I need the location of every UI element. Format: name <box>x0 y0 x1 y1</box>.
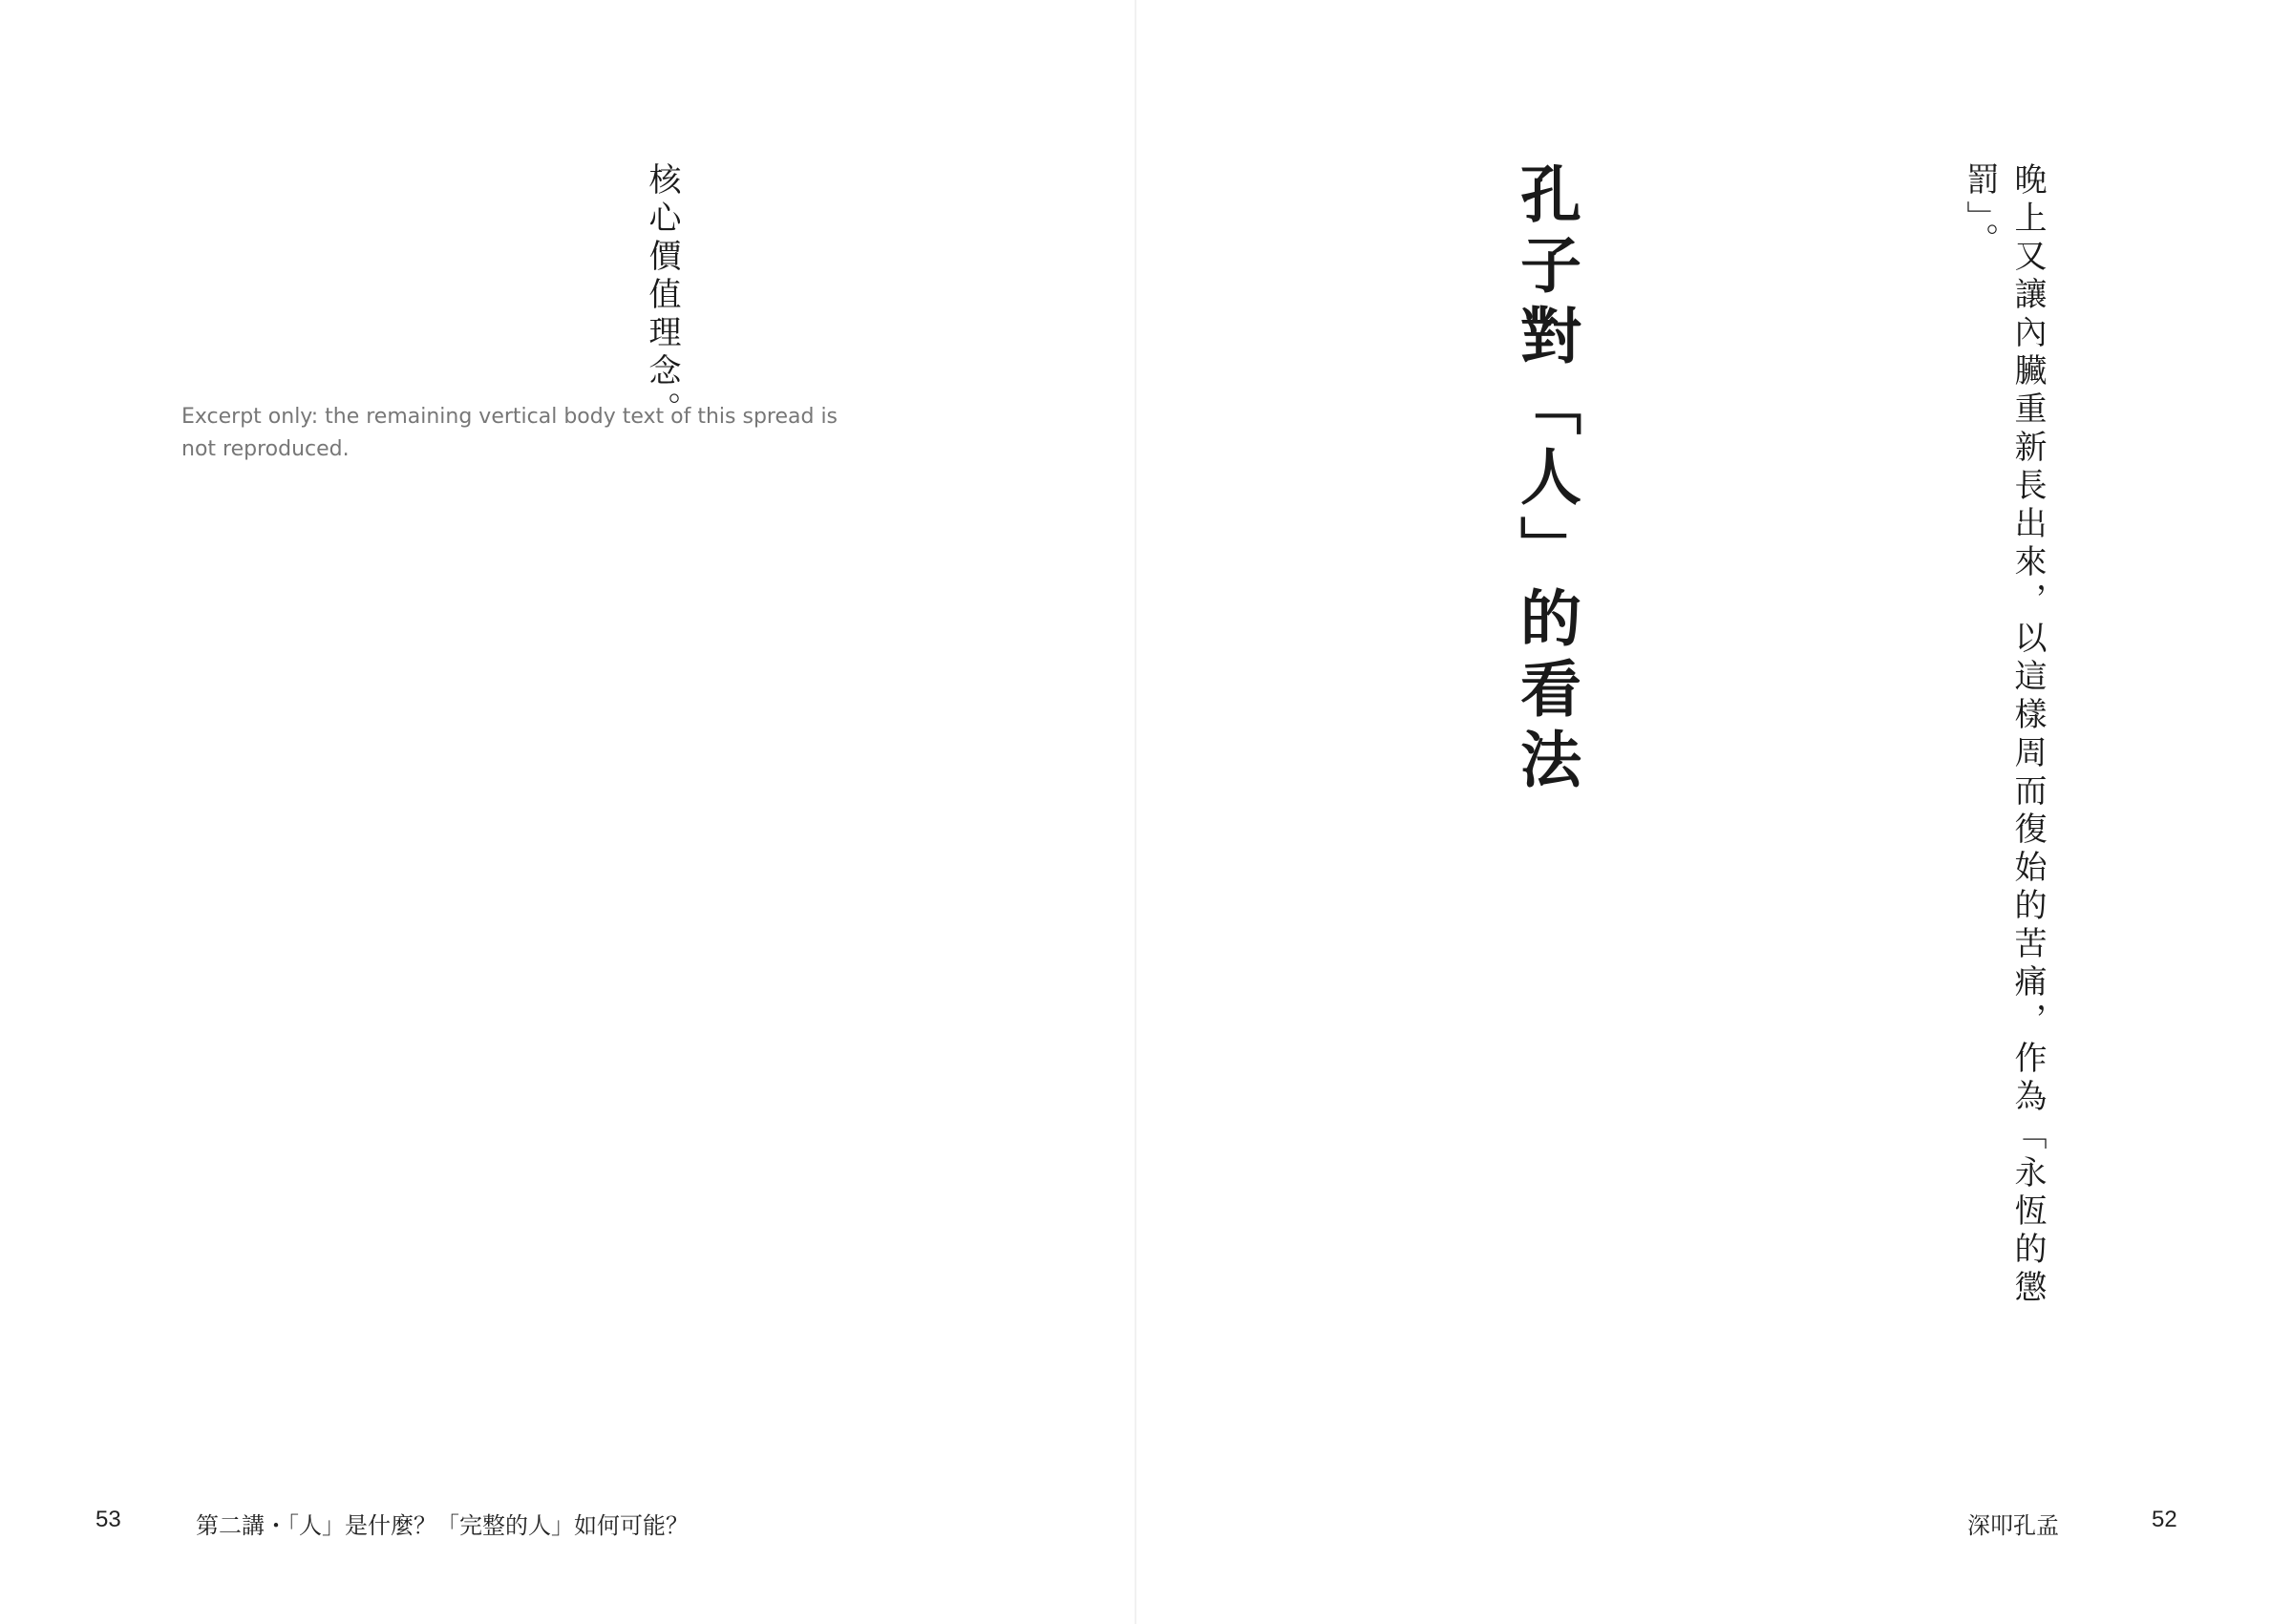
left-page-number: 53 <box>96 1507 121 1532</box>
page-gutter <box>1135 0 1136 1624</box>
chapter-title: 孔子對「人」的看法 <box>1510 162 1581 798</box>
right-running-head: 深叩孔孟 <box>1967 1513 2059 1539</box>
left-page-excerpt: 核心價值理念。 <box>643 162 681 430</box>
right-page-number: 52 <box>2152 1507 2177 1532</box>
right-page-excerpt: 晚上又讓內臟重新長出來，以這樣周而復始的苦痛，作為「永恆的懲罰」。 <box>1961 162 2047 1308</box>
left-running-head: 第二講・「人」是什麼？「完整的人」如何可能？ <box>196 1513 689 1539</box>
excerpt-note: Excerpt only: the remaining vertical body text of this spread is not reproduced. <box>181 405 838 461</box>
